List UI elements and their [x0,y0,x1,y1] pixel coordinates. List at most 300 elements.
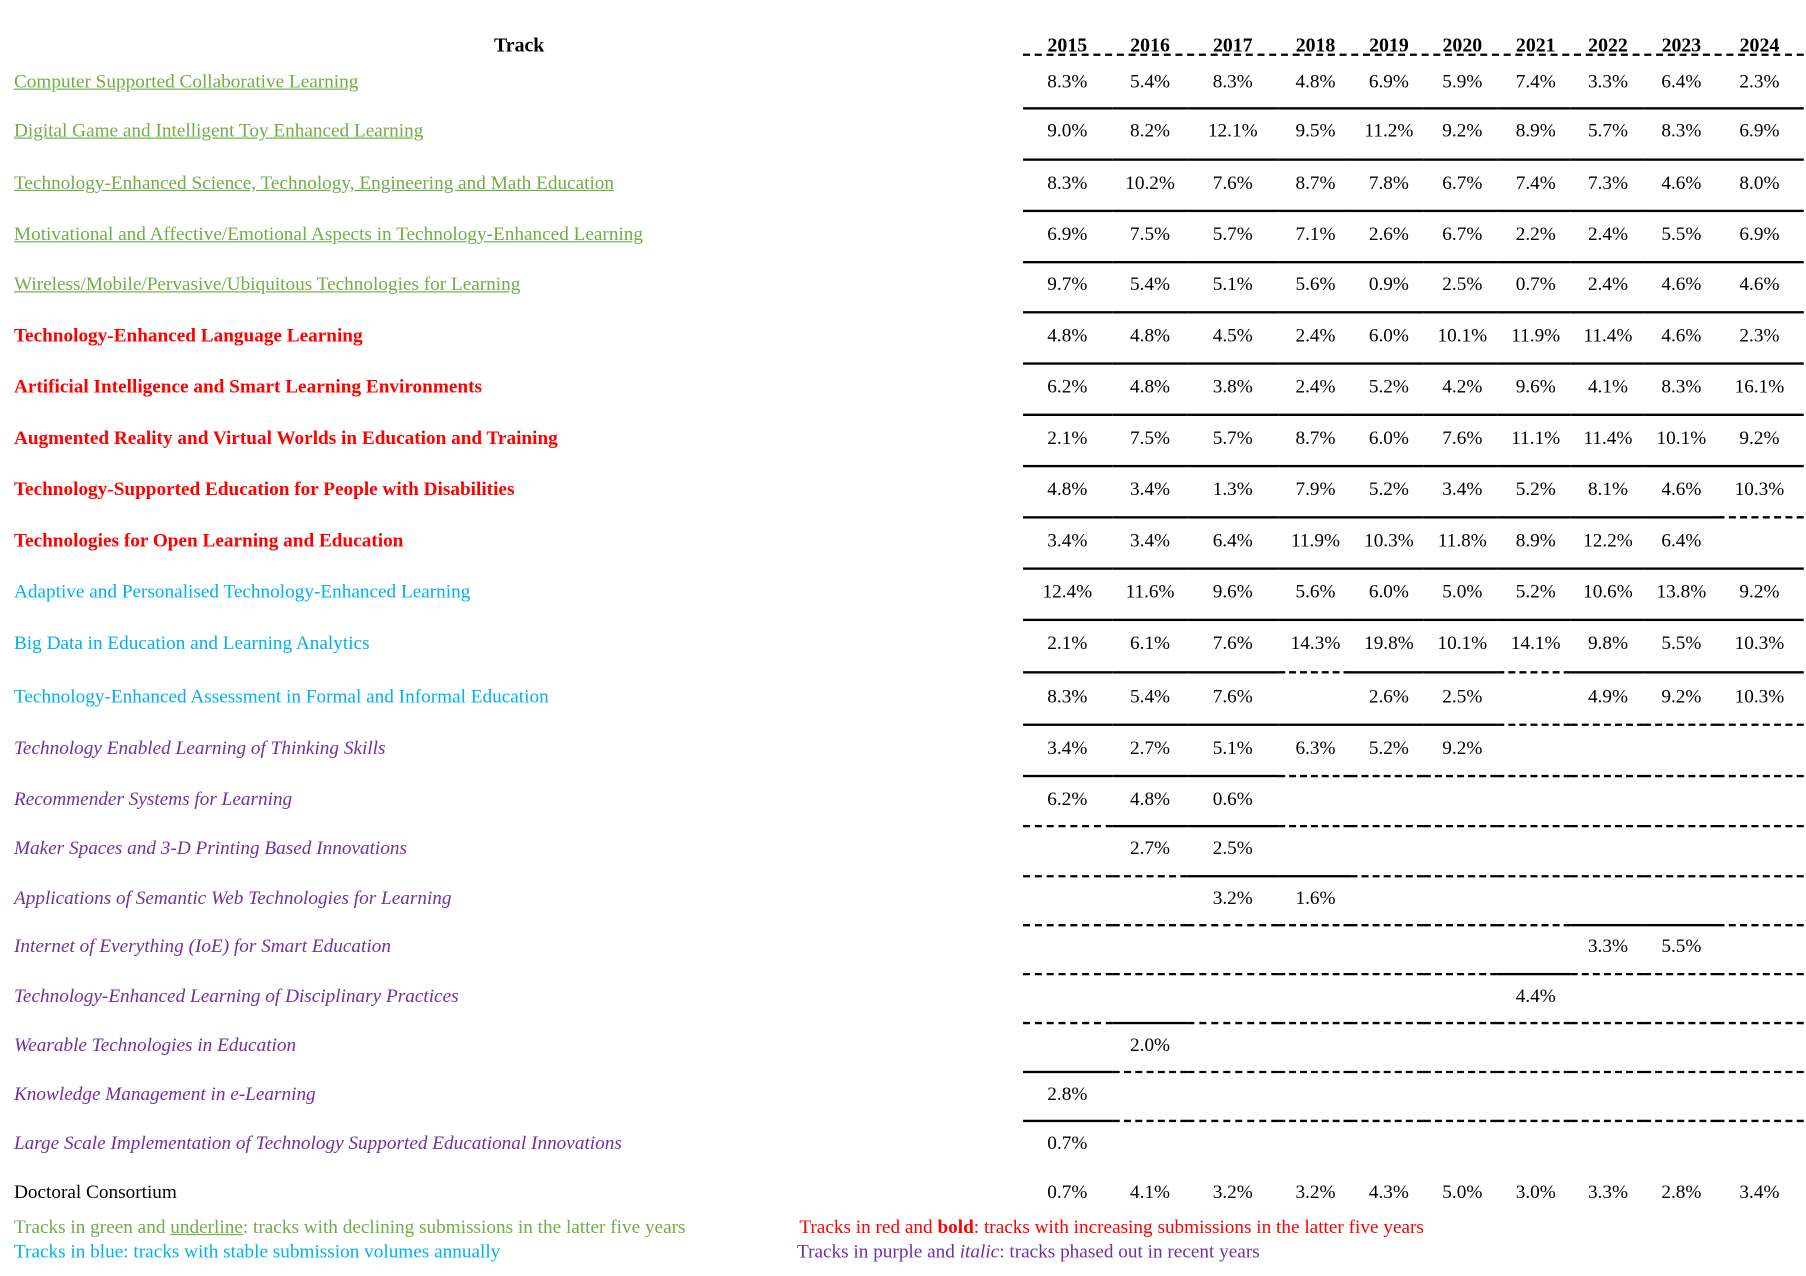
row-rule [1424,1120,1497,1122]
value-cell: 8.2% [1130,118,1171,141]
year-header-2022: 2022 [1588,33,1628,56]
value-cell: 3.2% [1212,886,1253,909]
row-rule [1278,875,1350,877]
row-rule [1718,465,1804,467]
value-cell: 2.8% [1661,1180,1702,1203]
value-cell: 0.9% [1368,272,1409,295]
value-cell: 7.4% [1515,69,1556,93]
row-rule [1113,1071,1188,1073]
row-rule [1278,362,1350,364]
row-rule [1644,311,1717,313]
value-cell: 3.3% [1587,934,1629,957]
row-rule [1113,158,1188,160]
value-cell: 2.2% [1515,222,1556,245]
row-rule [1350,362,1423,364]
row-rule [1644,924,1717,926]
row-rule [1571,724,1644,726]
value-cell: 4.8% [1130,323,1171,347]
row-rule [1718,825,1804,827]
row-rule [1278,107,1350,109]
value-cell: 6.1% [1130,631,1171,654]
value-cell: 5.0% [1442,580,1483,603]
row-rule [1497,619,1570,621]
row-rule [1424,875,1497,877]
value-cell: 5.7% [1212,426,1253,449]
value-cell: 4.1% [1587,375,1629,398]
row-rule [1113,619,1188,621]
value-cell: 4.6% [1661,477,1702,500]
legend-green [14,1215,686,1238]
value-cell: 2.0% [1130,1033,1171,1056]
value-cell: 0.7% [1047,1180,1088,1203]
track-name: Technology-Enhanced Assessment in Formal and Informal Education [13,685,549,708]
row-rule [1023,1071,1113,1073]
value-cell: 19.8% [1364,631,1414,654]
row-rule [1718,924,1804,926]
value-cell: 6.0% [1368,323,1409,347]
value-cell: 16.1% [1734,375,1785,398]
row-rule [1187,261,1278,263]
track-name: Technology-Supported Education for People with Disabilities [13,477,515,500]
value-cell: 6.9% [1047,222,1088,245]
row-rule [1718,210,1804,212]
row-rule [1187,1071,1278,1073]
value-cell: 5.2% [1515,477,1556,500]
value-cell: 11.8% [1437,529,1487,552]
value-cell: 9.5% [1295,118,1336,141]
row-rule [1187,875,1278,877]
row-rule [1644,875,1717,877]
value-cell: 11.9% [1291,529,1340,552]
value-cell: 7.6% [1212,631,1253,654]
value-cell: 6.2% [1047,787,1088,810]
value-cell: 4.8% [1047,477,1088,500]
row-rule [1718,1022,1804,1024]
value-cell: 6.0% [1368,580,1409,603]
row-rule [1278,210,1350,212]
row-rule [1571,362,1644,364]
row-rule [1350,311,1423,313]
value-cell: 6.7% [1442,222,1483,245]
year-header-2016: 2016 [1130,33,1170,56]
row-rule [1278,1071,1350,1073]
value-cell: 7.1% [1295,222,1336,245]
row-rule [1424,414,1497,416]
row-rule [1644,567,1717,569]
track-name: Big Data in Education and Learning Analytics [13,631,370,654]
track-name: Adaptive and Personalised Technology-Enhanced Learning [13,580,471,603]
value-cell: 2.1% [1047,426,1088,449]
value-cell: 10.6% [1583,580,1633,603]
year-header-2023: 2023 [1661,33,1702,56]
row-rule [1644,671,1717,673]
row-rule [1278,261,1350,263]
row-rule [1571,261,1644,263]
row-rule [1350,567,1423,569]
value-cell: 5.4% [1130,685,1171,708]
row-rule [1113,107,1188,109]
row-rule [1424,311,1497,313]
track-name: Technology-Enhanced Learning of Disciplinary Practices [13,984,459,1007]
row-rule [1187,924,1278,926]
row-rule [1113,516,1188,518]
row-rule [1497,1120,1570,1122]
row-rule [1187,1022,1278,1024]
value-cell: 5.4% [1130,272,1171,295]
row-rule [1023,311,1113,313]
value-cell: 2.5% [1442,685,1483,708]
value-cell: 8.3% [1047,171,1088,194]
row-rule [1424,158,1497,160]
row-rule [1644,1022,1717,1024]
legend-blue: Tracks in blue: tracks with stable submission volumes annually [13,1239,501,1262]
track-name: Computer Supported Collaborative Learning [13,69,359,93]
row-rule [1571,671,1644,673]
year-header-2020: 2020 [1442,33,1483,56]
value-cell: 10.2% [1125,171,1175,194]
value-cell: 6.4% [1661,69,1702,93]
value-cell: 2.4% [1587,222,1629,245]
row-rule [1113,825,1188,827]
row-rule [1187,619,1278,621]
row-rule [1113,875,1188,877]
value-cell: 2.5% [1212,836,1253,859]
value-cell: 5.4% [1130,69,1171,93]
row-rule [1571,311,1644,313]
value-cell: 14.1% [1510,631,1561,654]
row-rule [1350,210,1423,212]
row-rule [1718,567,1804,569]
row-rule [1497,362,1570,364]
value-cell: 3.4% [1047,736,1088,759]
row-rule [1571,567,1644,569]
row-rule [1278,724,1350,726]
row-rule [1571,1071,1644,1073]
value-cell: 11.4% [1583,426,1633,449]
value-cell: 5.2% [1368,477,1409,500]
row-rule [1187,567,1278,569]
value-cell: 8.3% [1047,69,1088,93]
row-rule [1278,516,1350,518]
value-cell: 12.2% [1583,529,1633,552]
value-cell: 3.2% [1212,1180,1253,1203]
row-rule [1497,724,1570,726]
value-cell: 2.4% [1587,272,1629,295]
value-cell: 7.6% [1442,426,1483,449]
value-cell: 6.0% [1368,426,1409,449]
value-cell: 5.1% [1212,272,1253,295]
row-rule [1497,1071,1570,1073]
row-rule [1718,362,1804,364]
value-cell: 6.9% [1368,69,1409,93]
value-cell: 12.1% [1207,118,1258,141]
value-cell: 5.5% [1661,631,1702,654]
row-rule [1644,261,1717,263]
value-cell: 3.4% [1130,477,1171,500]
value-cell: 1.6% [1295,886,1336,909]
row-rule [1350,261,1423,263]
legend-red-pre: Tracks in red and [799,1215,938,1238]
track-name: Doctoral Consortium [13,1180,177,1203]
row-rule [1497,973,1570,975]
row-rule [1718,1120,1804,1122]
row-rule [1023,567,1113,569]
track-name: Technology Enabled Learning of Thinking Skills [13,736,386,759]
row-rule [1571,924,1644,926]
row-rule [1278,414,1350,416]
value-cell: 11.4% [1583,323,1633,347]
row-rule [1113,465,1188,467]
track-name: Recommender Systems for Learning [13,787,293,810]
track-name: Maker Spaces and 3-D Printing Based Innovations [13,836,407,859]
value-cell: 2.1% [1047,631,1088,654]
value-cell: 10.1% [1656,426,1707,449]
value-cell: 7.4% [1515,171,1556,194]
track-name: Motivational and Affective/Emotional Aspects in Technology-Enhanced Learning [13,222,644,245]
row-rule [1113,973,1188,975]
row-rule [1718,516,1804,518]
value-cell: 3.2% [1295,1180,1336,1203]
value-cell: 6.9% [1739,222,1780,245]
row-rule [1571,875,1644,877]
row-rule [1023,973,1113,975]
value-cell: 11.9% [1511,323,1561,347]
row-rule [1718,158,1804,160]
row-rule [1424,825,1497,827]
row-rule [1718,619,1804,621]
legend-purple-emphasis: italic [959,1239,1000,1262]
track-name: Augmented Reality and Virtual Worlds in Education and Training [13,426,558,449]
value-cell: 8.1% [1587,477,1629,500]
row-rule [1023,1120,1113,1122]
value-cell: 5.1% [1212,736,1253,759]
row-rule [1023,1022,1113,1024]
value-cell: 2.4% [1295,375,1336,398]
row-rule [1113,775,1188,777]
legend-green-emphasis: underline [170,1215,243,1238]
row-rule [1571,825,1644,827]
track-name: Internet of Everything (IoE) for Smart Education [13,934,391,957]
value-cell: 7.9% [1295,477,1336,500]
value-cell: 7.6% [1212,171,1253,194]
row-rule [1497,516,1570,518]
value-cell: 5.7% [1587,118,1629,141]
row-rule [1278,973,1350,975]
row-rule [1497,775,1570,777]
row-rule [1023,516,1113,518]
value-cell: 3.4% [1047,529,1088,552]
row-rule [1278,671,1350,673]
row-rule [1718,875,1804,877]
row-rule [1023,362,1113,364]
value-cell: 10.1% [1437,631,1488,654]
row-rule [1571,973,1644,975]
value-cell: 7.8% [1368,171,1409,194]
value-cell: 8.3% [1661,375,1702,398]
row-rule [1571,1022,1644,1024]
row-rule [1497,210,1570,212]
row-rule [1187,775,1278,777]
value-cell: 2.3% [1739,323,1780,347]
row-rule [1023,107,1113,109]
value-cell: 8.7% [1295,171,1336,194]
value-cell: 3.4% [1739,1180,1780,1203]
row-rule [1644,465,1717,467]
row-rule [1023,261,1113,263]
row-rule [1023,825,1113,827]
value-cell: 4.1% [1130,1180,1171,1203]
row-rule [1424,973,1497,975]
row-rule [1023,414,1113,416]
value-cell: 11.1% [1511,426,1561,449]
value-cell: 9.2% [1661,685,1702,708]
value-cell: 4.8% [1130,375,1171,398]
row-rule [1023,775,1113,777]
value-cell: 9.2% [1442,736,1483,759]
row-rule [1350,724,1423,726]
value-cell: 5.7% [1212,222,1253,245]
row-rule [1644,158,1717,160]
value-cell: 8.3% [1661,118,1702,141]
row-rule [1644,414,1717,416]
value-cell: 4.8% [1130,787,1171,810]
track-name: Artificial Intelligence and Smart Learning Environments [13,375,482,398]
value-cell: 9.2% [1739,580,1780,603]
value-cell: 9.0% [1047,118,1088,141]
row-rule [1644,1120,1717,1122]
value-cell: 7.3% [1587,171,1629,194]
track-name: Technologies for Open Learning and Education [13,529,404,552]
value-cell: 5.2% [1515,580,1556,603]
year-header-2024: 2024 [1739,33,1780,56]
row-rule [1644,619,1717,621]
row-rule [1718,107,1804,109]
row-rule [1571,516,1644,518]
row-rule [1023,924,1113,926]
value-cell: 6.3% [1295,736,1336,759]
row-rule [1424,724,1497,726]
row-rule [1113,924,1188,926]
row-rule [1571,414,1644,416]
row-rule [1571,107,1644,109]
value-cell: 5.5% [1661,222,1702,245]
track-name: Digital Game and Intelligent Toy Enhanced Learning [13,118,424,141]
row-rule [1350,875,1423,877]
value-cell: 9.6% [1212,580,1253,603]
year-header-2015: 2015 [1047,33,1088,56]
value-cell: 8.3% [1212,69,1253,93]
value-cell: 5.2% [1368,375,1409,398]
row-rule [1718,414,1804,416]
value-cell: 2.6% [1368,222,1409,245]
value-cell: 5.6% [1295,272,1336,295]
row-rule [1187,671,1278,673]
value-cell: 14.3% [1290,631,1341,654]
row-rule [1023,619,1113,621]
row-rule [1718,261,1804,263]
track-name: Technology-Enhanced Language Learning [13,323,363,347]
row-rule [1113,567,1188,569]
value-cell: 10.3% [1364,529,1414,552]
row-rule [1023,158,1113,160]
value-cell: 5.5% [1661,934,1702,957]
row-rule [1187,311,1278,313]
row-rule [1571,158,1644,160]
value-cell: 8.9% [1515,118,1556,141]
row-rule [1113,311,1188,313]
value-cell: 2.7% [1130,836,1171,859]
row-rule [1718,1071,1804,1073]
value-cell: 2.8% [1047,1082,1088,1105]
row-rule [1187,724,1278,726]
row-rule [1113,671,1188,673]
value-cell: 4.3% [1368,1180,1409,1203]
row-rule [1023,210,1113,212]
row-rule [1644,1071,1717,1073]
value-cell: 2.3% [1739,69,1780,93]
value-cell: 3.0% [1515,1180,1556,1203]
row-rule [1350,158,1423,160]
row-rule [1187,414,1278,416]
value-cell: 7.6% [1212,685,1253,708]
row-rule [1497,261,1570,263]
value-cell: 7.5% [1130,222,1171,245]
row-rule [1350,1071,1423,1073]
value-cell: 3.3% [1587,1180,1629,1203]
year-header-2018: 2018 [1295,33,1336,56]
row-rule [1187,210,1278,212]
row-rule [1350,1022,1423,1024]
track-name: Technology-Enhanced Science, Technology, Engineering and Math Education [13,171,615,194]
value-cell: 4.2% [1442,375,1483,398]
row-rule [1350,825,1423,827]
track-name: Wearable Technologies in Education [13,1033,297,1056]
row-rule [1187,1120,1278,1122]
row-rule [1571,619,1644,621]
row-rule [1350,924,1423,926]
year-header-2019: 2019 [1369,33,1409,56]
value-cell: 3.4% [1130,529,1171,552]
legend-red [799,1215,1424,1238]
value-cell: 6.9% [1739,118,1780,141]
value-cell: 0.6% [1212,787,1253,810]
row-rule [1424,775,1497,777]
row-rule [1424,671,1497,673]
track-name: Applications of Semantic Web Technologies for Learning [13,886,452,909]
row-rule [1113,261,1188,263]
value-cell: 8.7% [1295,426,1336,449]
row-rule [1278,825,1350,827]
row-rule [1497,567,1570,569]
value-cell: 6.7% [1442,171,1483,194]
value-cell: 4.6% [1661,171,1702,194]
value-cell: 4.6% [1739,272,1780,295]
value-cell: 6.2% [1047,375,1088,398]
value-cell: 5.2% [1368,736,1409,759]
value-cell: 13.8% [1656,580,1707,603]
year-header-2017: 2017 [1212,33,1253,56]
value-cell: 5.0% [1442,1180,1483,1203]
row-rule [1350,414,1423,416]
row-rule [1497,875,1570,877]
value-cell: 1.3% [1212,477,1253,500]
row-rule [1424,567,1497,569]
year-header-2021: 2021 [1515,33,1556,56]
row-rule [1644,775,1717,777]
row-rule [1350,465,1423,467]
row-rule [1113,210,1188,212]
value-cell: 2.7% [1130,736,1171,759]
